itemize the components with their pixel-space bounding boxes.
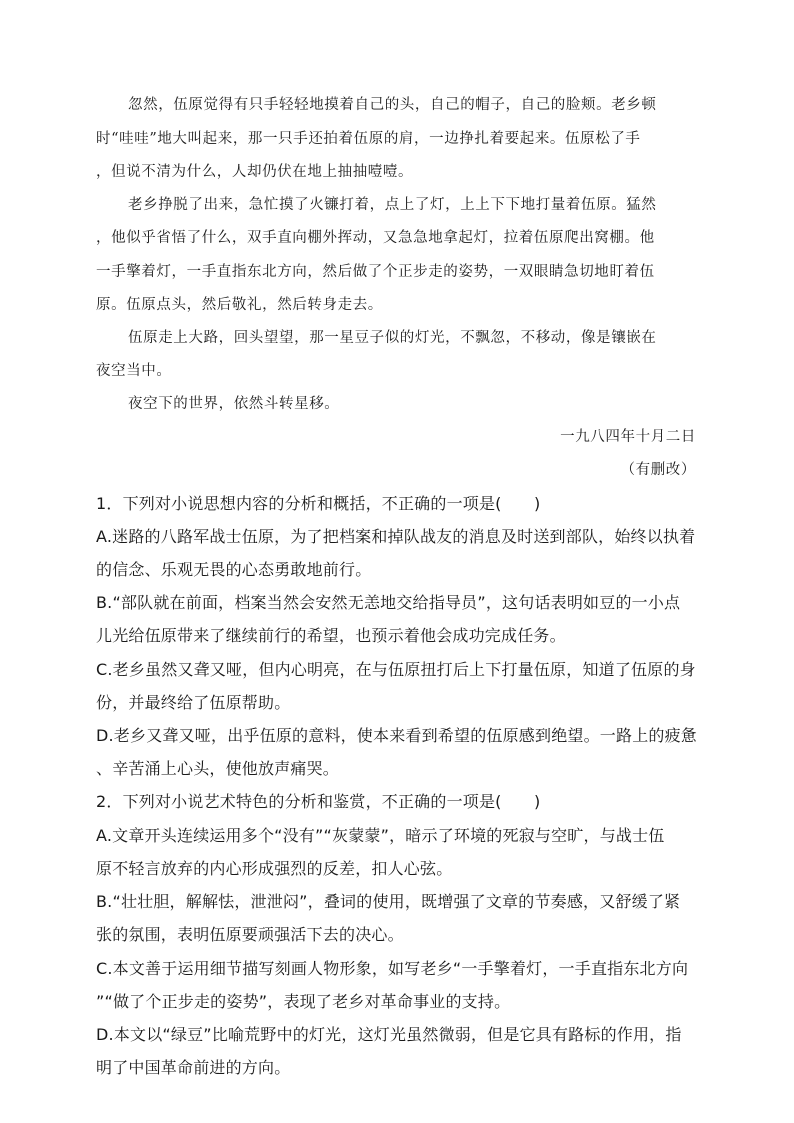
q2-option-d-line1: D.本文以“绿豆”比喻荒野中的灯光，这灯光虽然微弱，但是它具有路标的作用，指 (96, 1025, 682, 1044)
story-source-note: （有删改） (620, 462, 696, 478)
story-p1-line1: 忽然，伍原觉得有只手轻轻地摸着自己的头，自己的帽子，自己的脸颊。老乡顿 (128, 97, 657, 113)
story-date: 一九八四年十月二日 (560, 429, 696, 445)
story-p4-line1: 夜空下的世界，依然斗转星移。 (128, 396, 340, 412)
story-p2-line1: 老乡挣脱了出来，急忙摸了火镰打着，点上了灯，上上下下地打量着伍原。猛然 (128, 197, 657, 213)
story-p3-line2: 夜空当中。 (96, 363, 172, 379)
story-p2-line2: ，他似乎省悟了什么，双手直向棚外挥动，又急急地拿起灯，拉着伍原爬出窝棚。他 (96, 230, 655, 246)
story-p1-line2: 时“哇哇”地大叫起来，那一只手还拍着伍原的肩，一边挣扎着要起来。伍原松了手 (96, 131, 641, 147)
q2-option-c-line1: C.本文善于运用细节描写刻画人物形象，如写老乡“一手擎着灯，一手直指东北方向 (96, 959, 689, 978)
question-1-stem: 1．下列对小说思想内容的分析和概括，不正确的一项是( ) (96, 494, 541, 513)
q1-option-a-line1: A.迷路的八路军战士伍原，为了把档案和掉队战友的消息及时送到部队，始终以执着 (96, 527, 696, 546)
q1-option-b-line2: 儿光给伍原带来了继续前行的希望，也预示着他会成功完成任务。 (96, 626, 566, 645)
story-p2-line4: 原。伍原点头，然后敬礼，然后转身走去。 (96, 297, 383, 313)
story-p1-line3: ，但说不清为什么，人却仍伏在地上抽抽噎噎。 (96, 164, 414, 180)
q2-option-a-line1: A.文章开头连续运用多个“没有”“灰蒙蒙”，暗示了环境的死寂与空旷，与战士伍 (96, 826, 665, 845)
q2-option-b-line1: B.“壮壮胆，解解怯，泄泄闷”，叠词的使用，既增强了文章的节奏感，又舒缓了紧 (96, 892, 681, 911)
q1-option-d-line1: D.老乡又聋又哑，出乎伍原的意料，使本来看到希望的伍原感到绝望。一路上的疲惫 (96, 726, 698, 745)
q2-option-b-line2: 张的氛围，表明伍原要顽强活下去的决心。 (96, 925, 404, 944)
q2-option-d-line2: 明了中国革命前进的方向。 (96, 1058, 291, 1077)
story-p2-line3: 一手擎着灯，一手直指东北方向，然后做了个正步走的姿势，一双眼睛急切地盯着伍 (96, 264, 655, 280)
story-p3-line1: 伍原走上大路，回头望望，那一星豆子似的灯光，不飘忽，不移动，像是镶嵌在 (128, 330, 657, 346)
q1-option-d-line2: 、辛苦涌上心头，使他放声痛哭。 (96, 759, 340, 778)
q1-option-c-line2: 份，并最终给了伍原帮助。 (96, 693, 291, 712)
q2-option-a-line2: 原不轻言放弃的内心形成强烈的反差，扣人心弦。 (96, 859, 453, 878)
q1-option-c-line1: C.老乡虽然又聋又哑，但内心明亮，在与伍原扭打后上下打量伍原，知道了伍原的身 (96, 660, 696, 679)
q2-option-c-line2: ”“做了个正步走的姿势”，表现了老乡对革命事业的支持。 (96, 992, 511, 1011)
q1-option-a-line2: 的信念、乐观无畏的心态勇敢地前行。 (96, 560, 372, 579)
q1-option-b-line1: B.“部队就在前面，档案当然会安然无恙地交给指导员”，这句话表明如豆的一小点 (96, 593, 681, 612)
question-2-stem: 2．下列对小说艺术特色的分析和鉴赏，不正确的一项是( ) (96, 792, 541, 811)
